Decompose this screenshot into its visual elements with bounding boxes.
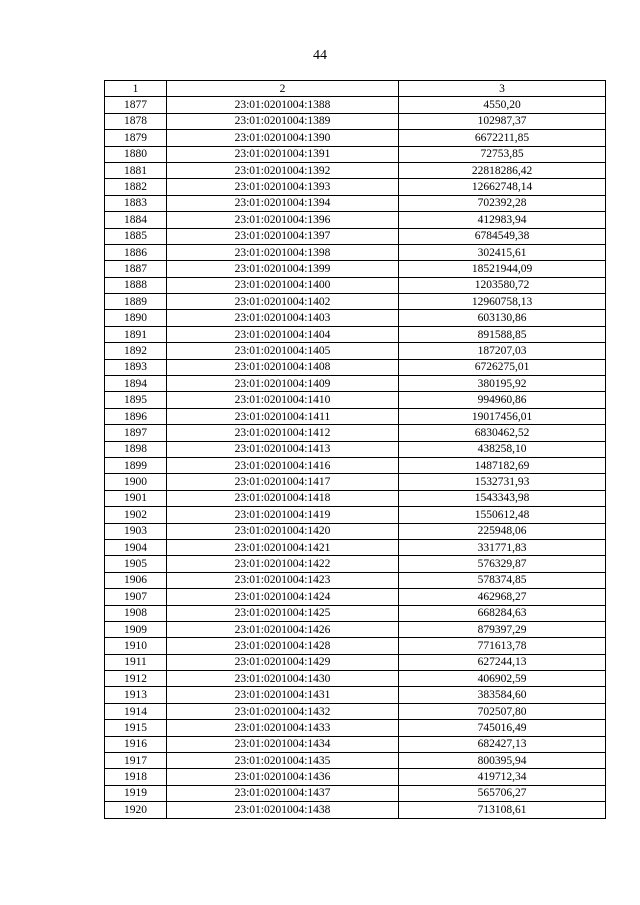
row-index-cell: 1908 (105, 605, 167, 621)
table-row (105, 457, 606, 473)
cadastral-number-cell: 23:01:0201004:1402 (167, 294, 399, 310)
table-row (105, 359, 606, 375)
row-index-cell: 1917 (105, 753, 167, 769)
row-index-cell: 1894 (105, 376, 167, 392)
cadastral-number-cell: 23:01:0201004:1438 (167, 802, 399, 818)
value-cell: 462968,27 (399, 589, 606, 605)
table-row (105, 343, 606, 359)
table-row (105, 294, 606, 310)
table-row (105, 376, 606, 392)
row-index-cell: 1904 (105, 539, 167, 555)
value-cell: 6784549,38 (399, 228, 606, 244)
row-index-cell: 1912 (105, 671, 167, 687)
column-header-cadastral-number: 2 (167, 81, 399, 97)
cadastral-number-cell: 23:01:0201004:1412 (167, 425, 399, 441)
value-cell: 102987,37 (399, 113, 606, 129)
row-index-cell: 1897 (105, 425, 167, 441)
row-index-cell: 1919 (105, 785, 167, 801)
cadastral-number-cell: 23:01:0201004:1400 (167, 277, 399, 293)
table-row (105, 261, 606, 277)
row-index-cell: 1920 (105, 802, 167, 818)
value-cell: 406902,59 (399, 671, 606, 687)
value-cell: 713108,61 (399, 802, 606, 818)
value-cell: 565706,27 (399, 785, 606, 801)
cadastral-number-cell: 23:01:0201004:1405 (167, 343, 399, 359)
table-row (105, 720, 606, 736)
cadastral-number-cell: 23:01:0201004:1394 (167, 195, 399, 211)
table-row (105, 408, 606, 424)
row-index-cell: 1891 (105, 326, 167, 342)
cadastral-number-cell: 23:01:0201004:1426 (167, 621, 399, 637)
cadastral-number-cell: 23:01:0201004:1393 (167, 179, 399, 195)
cadastral-number-cell: 23:01:0201004:1436 (167, 769, 399, 785)
row-index-cell: 1907 (105, 589, 167, 605)
table-row (105, 507, 606, 523)
cadastral-number-cell: 23:01:0201004:1416 (167, 457, 399, 473)
table-row (105, 179, 606, 195)
cadastral-number-cell: 23:01:0201004:1389 (167, 113, 399, 129)
cadastral-number-cell: 23:01:0201004:1391 (167, 146, 399, 162)
cadastral-number-cell: 23:01:0201004:1420 (167, 523, 399, 539)
table-row (105, 490, 606, 506)
table-row (105, 556, 606, 572)
cadastral-number-cell: 23:01:0201004:1411 (167, 408, 399, 424)
cadastral-number-cell: 23:01:0201004:1392 (167, 162, 399, 178)
row-index-cell: 1899 (105, 457, 167, 473)
value-cell: 891588,85 (399, 326, 606, 342)
value-cell: 331771,83 (399, 539, 606, 555)
table-row (105, 638, 606, 654)
table-row (105, 441, 606, 457)
header-row (105, 81, 606, 97)
row-index-cell: 1878 (105, 113, 167, 129)
cadastral-number-cell: 23:01:0201004:1404 (167, 326, 399, 342)
value-cell: 1532731,93 (399, 474, 606, 490)
row-index-cell: 1915 (105, 720, 167, 736)
value-cell: 438258,10 (399, 441, 606, 457)
value-cell: 627244,13 (399, 654, 606, 670)
table-row (105, 605, 606, 621)
row-index-cell: 1889 (105, 294, 167, 310)
row-index-cell: 1893 (105, 359, 167, 375)
value-cell: 668284,63 (399, 605, 606, 621)
value-cell: 6726275,01 (399, 359, 606, 375)
value-cell: 879397,29 (399, 621, 606, 637)
page-number: 44 (313, 48, 327, 63)
value-cell: 1543343,98 (399, 490, 606, 506)
value-cell: 19017456,01 (399, 408, 606, 424)
table-body (105, 97, 606, 818)
table-row (105, 326, 606, 342)
row-index-cell: 1906 (105, 572, 167, 588)
cadastral-number-cell: 23:01:0201004:1429 (167, 654, 399, 670)
value-cell: 994960,86 (399, 392, 606, 408)
row-index-cell: 1903 (105, 523, 167, 539)
row-index-cell: 1884 (105, 212, 167, 228)
table-row (105, 753, 606, 769)
value-cell: 576329,87 (399, 556, 606, 572)
table-row (105, 802, 606, 818)
value-cell: 383584,60 (399, 687, 606, 703)
value-cell: 72753,85 (399, 146, 606, 162)
cadastral-number-cell: 23:01:0201004:1432 (167, 703, 399, 719)
table-row (105, 523, 606, 539)
cadastral-number-cell: 23:01:0201004:1409 (167, 376, 399, 392)
row-index-cell: 1914 (105, 703, 167, 719)
cadastral-number-cell: 23:01:0201004:1437 (167, 785, 399, 801)
row-index-cell: 1911 (105, 654, 167, 670)
value-cell: 4550,20 (399, 97, 606, 113)
row-index-cell: 1883 (105, 195, 167, 211)
table-row (105, 277, 606, 293)
value-cell: 12662748,14 (399, 179, 606, 195)
table-row (105, 736, 606, 752)
table-row (105, 97, 606, 113)
table-row (105, 539, 606, 555)
registry-table (104, 80, 606, 819)
value-cell: 419712,34 (399, 769, 606, 785)
row-index-cell: 1888 (105, 277, 167, 293)
table-row (105, 589, 606, 605)
value-cell: 702392,28 (399, 195, 606, 211)
value-cell: 771613,78 (399, 638, 606, 654)
cadastral-number-cell: 23:01:0201004:1435 (167, 753, 399, 769)
value-cell: 1203580,72 (399, 277, 606, 293)
table-row (105, 621, 606, 637)
cadastral-number-cell: 23:01:0201004:1425 (167, 605, 399, 621)
value-cell: 225948,06 (399, 523, 606, 539)
table-row (105, 687, 606, 703)
row-index-cell: 1892 (105, 343, 167, 359)
value-cell: 12960758,13 (399, 294, 606, 310)
cadastral-number-cell: 23:01:0201004:1388 (167, 97, 399, 113)
value-cell: 800395,94 (399, 753, 606, 769)
row-index-cell: 1900 (105, 474, 167, 490)
cadastral-number-cell: 23:01:0201004:1399 (167, 261, 399, 277)
row-index-cell: 1902 (105, 507, 167, 523)
table-row (105, 703, 606, 719)
row-index-cell: 1916 (105, 736, 167, 752)
column-header-value: 3 (399, 81, 606, 97)
row-index-cell: 1879 (105, 130, 167, 146)
table-row (105, 146, 606, 162)
cadastral-number-cell: 23:01:0201004:1434 (167, 736, 399, 752)
row-index-cell: 1918 (105, 769, 167, 785)
table-row (105, 195, 606, 211)
cadastral-number-cell: 23:01:0201004:1410 (167, 392, 399, 408)
value-cell: 380195,92 (399, 376, 606, 392)
row-index-cell: 1909 (105, 621, 167, 637)
row-index-cell: 1880 (105, 146, 167, 162)
value-cell: 603130,86 (399, 310, 606, 326)
value-cell: 6830462,52 (399, 425, 606, 441)
table-row (105, 113, 606, 129)
value-cell: 702507,80 (399, 703, 606, 719)
table-row (105, 572, 606, 588)
value-cell: 1487182,69 (399, 457, 606, 473)
value-cell: 578374,85 (399, 572, 606, 588)
table-row (105, 671, 606, 687)
table-row (105, 228, 606, 244)
cadastral-number-cell: 23:01:0201004:1431 (167, 687, 399, 703)
cadastral-number-cell: 23:01:0201004:1417 (167, 474, 399, 490)
cadastral-number-cell: 23:01:0201004:1403 (167, 310, 399, 326)
cadastral-number-cell: 23:01:0201004:1421 (167, 539, 399, 555)
table-row (105, 310, 606, 326)
row-index-cell: 1877 (105, 97, 167, 113)
row-index-cell: 1885 (105, 228, 167, 244)
cadastral-number-cell: 23:01:0201004:1396 (167, 212, 399, 228)
cadastral-number-cell: 23:01:0201004:1419 (167, 507, 399, 523)
value-cell: 745016,49 (399, 720, 606, 736)
value-cell: 18521944,09 (399, 261, 606, 277)
table-row (105, 769, 606, 785)
value-cell: 187207,03 (399, 343, 606, 359)
row-index-cell: 1890 (105, 310, 167, 326)
cadastral-number-cell: 23:01:0201004:1423 (167, 572, 399, 588)
cadastral-number-cell: 23:01:0201004:1390 (167, 130, 399, 146)
table-row (105, 654, 606, 670)
column-header-index: 1 (105, 81, 167, 97)
row-index-cell: 1896 (105, 408, 167, 424)
cadastral-number-cell: 23:01:0201004:1428 (167, 638, 399, 654)
value-cell: 22818286,42 (399, 162, 606, 178)
table-row (105, 162, 606, 178)
table-row (105, 474, 606, 490)
value-cell: 682427,13 (399, 736, 606, 752)
row-index-cell: 1881 (105, 162, 167, 178)
table-row (105, 212, 606, 228)
table-row (105, 785, 606, 801)
cadastral-number-cell: 23:01:0201004:1413 (167, 441, 399, 457)
table-row (105, 130, 606, 146)
row-index-cell: 1905 (105, 556, 167, 572)
row-index-cell: 1910 (105, 638, 167, 654)
cadastral-number-cell: 23:01:0201004:1422 (167, 556, 399, 572)
cadastral-number-cell: 23:01:0201004:1433 (167, 720, 399, 736)
row-index-cell: 1886 (105, 244, 167, 260)
table-row (105, 425, 606, 441)
table-header (105, 81, 606, 97)
row-index-cell: 1895 (105, 392, 167, 408)
value-cell: 6672211,85 (399, 130, 606, 146)
table-row (105, 392, 606, 408)
cadastral-number-cell: 23:01:0201004:1430 (167, 671, 399, 687)
value-cell: 302415,61 (399, 244, 606, 260)
table-row (105, 244, 606, 260)
cadastral-number-cell: 23:01:0201004:1424 (167, 589, 399, 605)
cadastral-number-cell: 23:01:0201004:1397 (167, 228, 399, 244)
value-cell: 412983,94 (399, 212, 606, 228)
row-index-cell: 1913 (105, 687, 167, 703)
row-index-cell: 1898 (105, 441, 167, 457)
value-cell: 1550612,48 (399, 507, 606, 523)
cadastral-number-cell: 23:01:0201004:1418 (167, 490, 399, 506)
cadastral-number-cell: 23:01:0201004:1408 (167, 359, 399, 375)
row-index-cell: 1901 (105, 490, 167, 506)
cadastral-number-cell: 23:01:0201004:1398 (167, 244, 399, 260)
row-index-cell: 1887 (105, 261, 167, 277)
row-index-cell: 1882 (105, 179, 167, 195)
